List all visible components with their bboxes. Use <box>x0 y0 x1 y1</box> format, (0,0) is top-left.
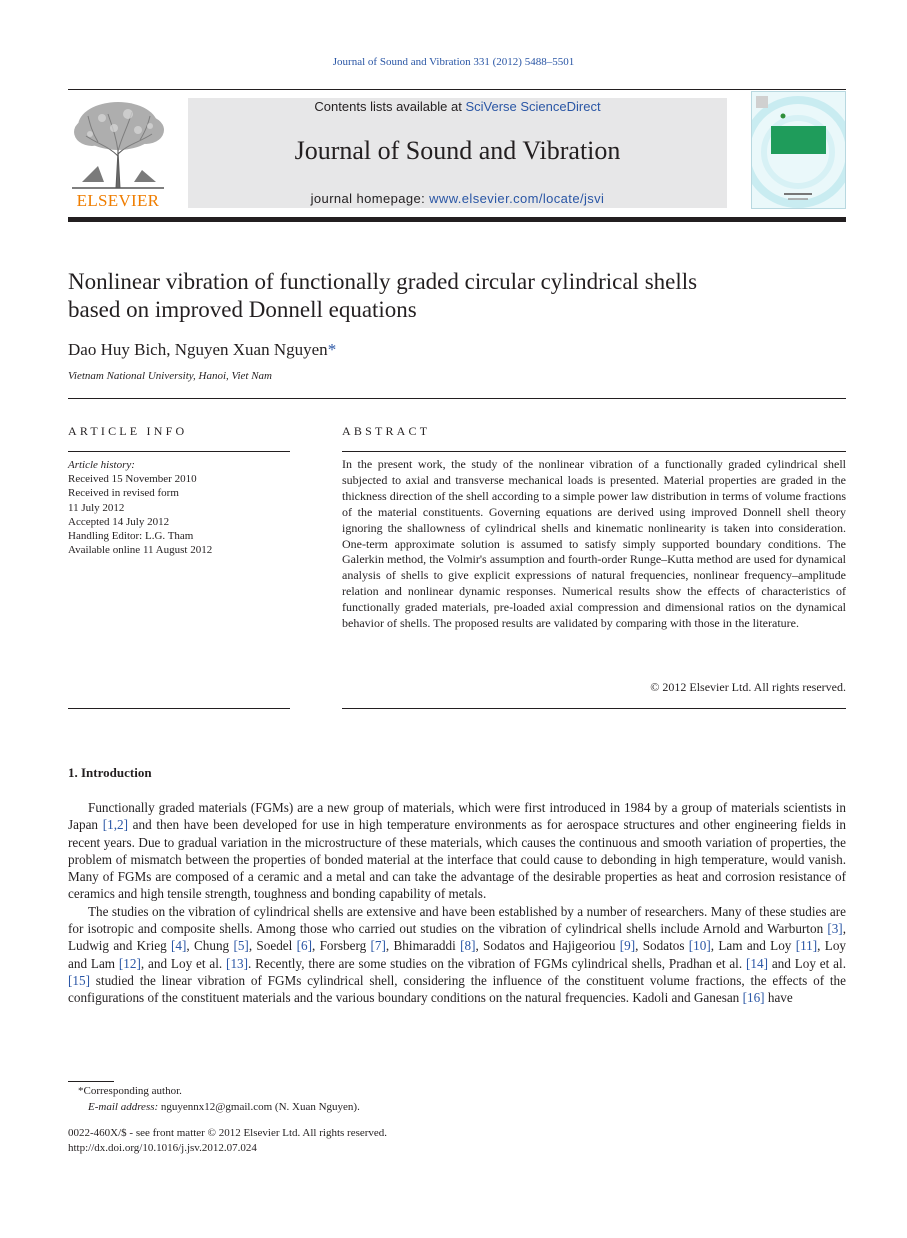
reference-link[interactable]: [14] <box>746 955 768 971</box>
intro-paragraph-2 <box>68 903 846 1007</box>
text-run: Functionally graded materials (FGMs) are a new group of materials, which were first introduced in 1984 by a group of materials scientists in Japan <box>68 800 846 833</box>
history-item: Handling Editor: L.G. Tham <box>68 530 194 543</box>
email-label: E-mail address: <box>88 1100 159 1113</box>
text-run: , Chung <box>186 938 234 954</box>
text-run: . Recently, there are some studies on the vibration of FGMs cylindrical shells, Pradhan et al. <box>248 955 746 971</box>
journal-homepage-link[interactable]: www.elsevier.com/locate/jsvi <box>429 191 605 206</box>
reference-link[interactable]: [3] <box>827 921 843 937</box>
issn-block <box>68 1126 387 1156</box>
reference-link[interactable]: [15] <box>68 972 90 988</box>
abstract-rule <box>342 451 846 452</box>
history-item: Received 15 November 2010 <box>68 473 197 486</box>
affiliation: Vietnam National University, Hanoi, Viet Nam <box>68 370 272 382</box>
text-run: and then have been developed for use in high temperature environments as for aerospace structures and other engineering fields in recent years. Due to gradual variation in the microstructure of these materials, which causes the continuous and smooth variation of properties, the problem of mismatch between the properties of bonded material at the interface that could cause to debonding in high temperature, would vanish. Many of FGMs are composed of a ceramic and a metal and can take the advantage of the desirable properties as heat and corrosion resistance of ceramics and high tensile strength, toughness and bonding capability of metals. <box>68 817 847 902</box>
text-run: , Sodatos and Hajigeoriou <box>475 938 620 954</box>
text-run: , Lam and Loy <box>710 938 796 954</box>
text-run: , Ludwig and Krieg <box>68 921 846 954</box>
reference-link[interactable]: [10] <box>688 938 711 954</box>
masthead-bottom-rule <box>68 217 846 222</box>
intro-paragraph-1 <box>68 799 846 903</box>
issn-line: 0022-460X/$ - see front matter © 2012 Elsevier Ltd. All rights reserved. <box>68 1127 388 1139</box>
abstract-text: In the present work, the study of the nonlinear vibration of a functionally graded cylindrical shell subjected to axial and transverse mechanical loads is presented. Material properties are graded in the thickness direction of the shell according to a simple power law distribution in terms of volume fractions of the material constituents. Governing equations are derived using improved Donnell shell theory ignoring the shallowness of cylindrical shells and kinematic nonlinearity is taken into consideration. One-term approximate solution is assumed to satisfy simply supported boundary conditions. The Galerkin method, the Volmir's assumption and fourth-order Runge–Kutta method are used for dynamical analysis of shells to give explicit expressions of natural frequencies, nonlinear frequency–amplitude relation and nonlinear dynamic responses. Numerical results show the effects of characteristics of functionally graded materials, pre-loaded axial compression and dimensional ratios on the dynamical behavior of shells. The proposed results are validated by comparing with those in the literature. <box>342 457 846 631</box>
corresponding-author-mark[interactable]: * <box>327 340 337 359</box>
text-run: , Loy and Lam <box>68 938 847 971</box>
reference-link[interactable]: [5] <box>233 938 249 954</box>
journal-title: Journal of Sound and Vibration <box>294 136 621 165</box>
journal-cover-icon <box>752 92 845 208</box>
article-info-heading: ARTICLE INFO <box>68 424 188 438</box>
text-run: , Forsberg <box>312 938 371 954</box>
text-run: The studies on the vibration of cylindrical shells are extensive and have been established by a number of researchers. Many of these studies are for isotropic and composite shells. Among those who carried out studies on the vibration of cylindrical shells include Arnold and Warburton <box>68 903 846 937</box>
article-info-rule <box>68 451 290 452</box>
article-history <box>68 458 290 557</box>
history-item: 11 July 2012 <box>68 501 125 514</box>
homepage-prefix: journal homepage: <box>310 191 430 206</box>
history-item: Available online 11 August 2012 <box>68 544 213 557</box>
reference-link[interactable]: [7] <box>370 938 386 954</box>
corresponding-author-label: Corresponding author. <box>83 1085 182 1097</box>
introduction-body <box>68 799 846 1007</box>
contents-prefix: Contents lists available at <box>314 99 466 114</box>
text-run: , Sodatos <box>635 938 689 954</box>
article-info-bottom-rule <box>68 708 290 709</box>
sciencedirect-link[interactable]: SciVerse ScienceDirect <box>465 99 601 114</box>
article-history-label: Article history: <box>68 459 135 471</box>
journal-citation[interactable]: Journal of Sound and Vibration 331 (2012) 5488–5501 <box>332 56 575 68</box>
reference-link[interactable]: [16] <box>742 990 765 1006</box>
reference-link[interactable]: [9] <box>619 938 636 954</box>
reference-link[interactable]: [4] <box>170 938 187 954</box>
footnote-mark: * <box>78 1085 84 1097</box>
reference-link[interactable]: [6] <box>296 938 312 954</box>
article-title-line-2: based on improved Donnell equations <box>68 297 417 322</box>
footnote <box>78 1084 360 1115</box>
journal-homepage-line <box>188 191 727 206</box>
author-list <box>68 340 336 360</box>
text-run: , Bhimaraddi <box>385 938 461 954</box>
email-note <box>78 1100 360 1116</box>
abstract-heading: ABSTRACT <box>342 424 431 438</box>
history-item: Received in revised form <box>68 487 179 500</box>
article-title-line-1: Nonlinear vibration of functionally graded circular cylindrical shells <box>68 269 698 294</box>
reference-link[interactable]: [1,2] <box>102 817 128 833</box>
email-address[interactable]: nguyennx12@gmail.com (N. Xuan Nguyen). <box>160 1100 360 1113</box>
reference-link[interactable]: [8] <box>460 938 476 954</box>
corresponding-author-note <box>78 1084 360 1100</box>
elsevier-tree-icon <box>68 96 168 191</box>
introduction-heading: 1. Introduction <box>68 765 152 780</box>
contents-available-line <box>188 99 727 114</box>
reference-link[interactable]: [13] <box>226 955 249 971</box>
footnote-rule <box>68 1081 114 1082</box>
journal-cover-thumbnail[interactable] <box>751 91 846 209</box>
masthead-top-rule <box>68 89 846 90</box>
text-run: , Soedel <box>248 938 297 954</box>
elsevier-wordmark: ELSEVIER <box>76 191 160 210</box>
text-run: have <box>764 990 793 1006</box>
reference-link[interactable]: [11] <box>795 938 818 954</box>
article-title <box>68 268 848 324</box>
reference-link[interactable]: [12] <box>118 955 141 971</box>
header-rule <box>68 398 846 399</box>
text-run: and Loy et al. <box>767 955 846 971</box>
authors: Dao Huy Bich, Nguyen Xuan Nguyen <box>68 340 328 359</box>
doi-link[interactable]: http://dx.doi.org/10.1016/j.jsv.2012.07.024 <box>68 1142 257 1154</box>
text-run: studied the linear vibration of FGMs cylindrical shell, considering the influence of the constituent volume fractions, the effects of the configurations of the constituent materials and the various boundary conditions on the natural frequencies. Kadoli and Ganesan <box>68 972 846 1006</box>
text-run: , and Loy et al. <box>140 955 227 971</box>
abstract-bottom-rule <box>342 708 846 709</box>
abstract-copyright: © 2012 Elsevier Ltd. All rights reserved. <box>650 680 846 694</box>
history-item: Accepted 14 July 2012 <box>68 515 170 528</box>
